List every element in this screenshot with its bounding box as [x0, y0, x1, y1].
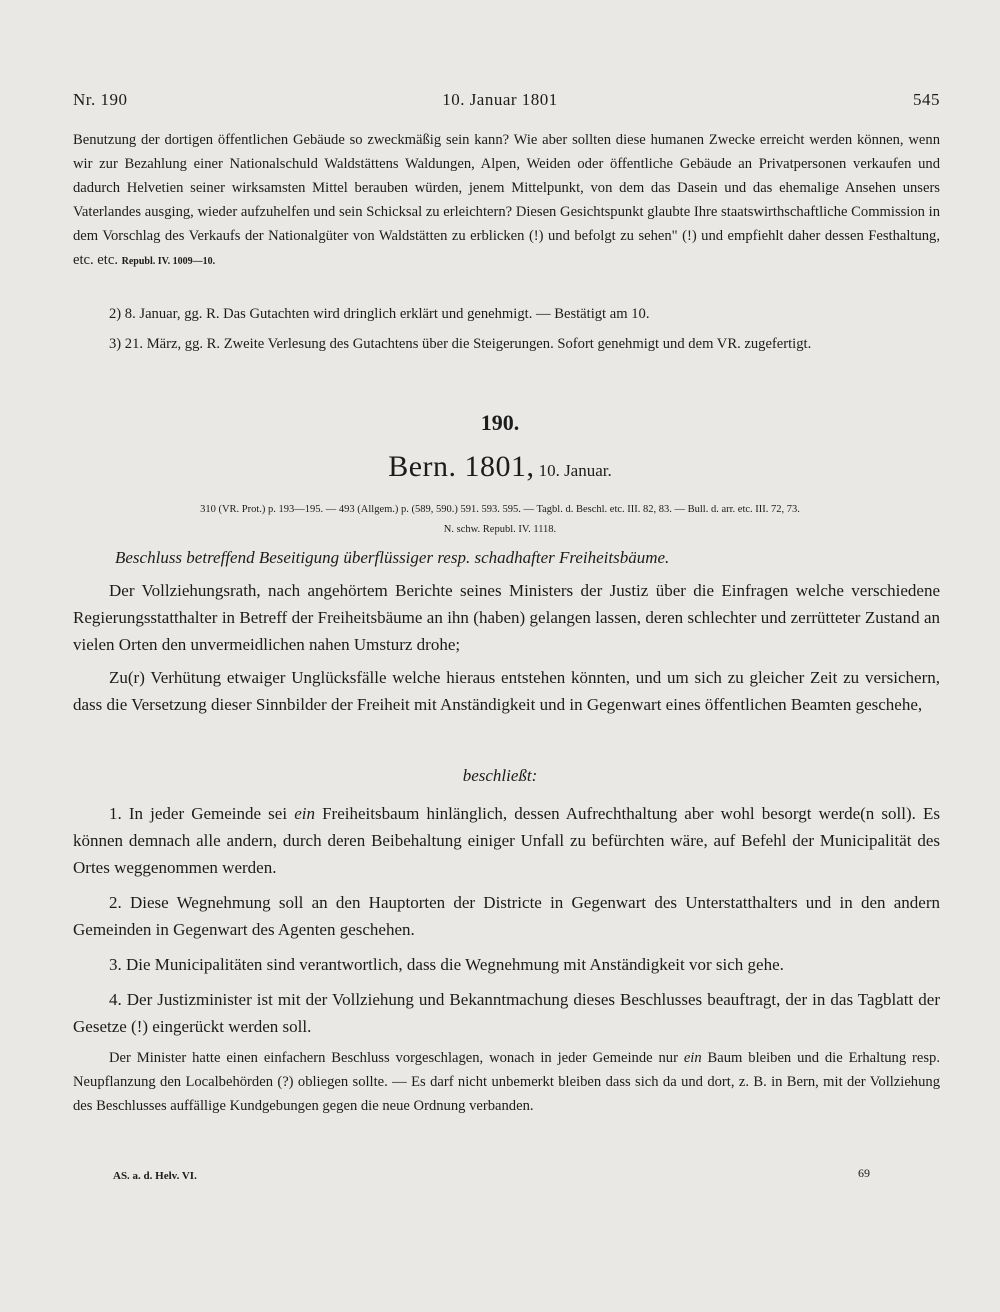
- article-1: 1. In jeder Gemeinde sei ein Freiheitsbaum hinlänglich, dessen Aufrechthaltung aber wohl besorgt werde(n soll). Es können demnach alle andern, durch deren Beibehaltung einiger Unfall zu befürchten wäre, auf Befehl der Municipalität des Ortes weggenommen werden.: [73, 804, 940, 877]
- intro-text: Benutzung der dortigen öffentlichen Gebäude so zweckmäßig sein kann? Wie aber sollten diese humanen Zwecke erreicht werden können, wenn wir zur Bezahlung einer Nationalschuld Waldstättens Waldungen, Alpen, Weiden oder öffentliche Gebäude an Privatpersonen verkaufen und dadurch Helvetien seiner wirksamsten Mittel berauben würden, jenem Mittelpunkt, von dem das Dasein und das ehemalige Ansehen unsers Vaterlandes ausging, wieder aufzuhelfen und sein Schicksal zu erleichtern? Diesen Gesichtspunkt glaubte Ihre staatswirthschaftliche Commission in dem Vorschlag des Verkaufs der Nationalgüter von Waldstätten zu erblicken (!) und befolgt zu sehen" (!) und empfiehlt daher dessen Festhaltung, etc. etc.: [73, 132, 940, 268]
- articles: [73, 800, 940, 1046]
- editorial-commentary: Der Minister hatte einen einfachern Beschluss vorgeschlagen, wonach in jeder Gemeinde nur ein Baum bleiben und die Erhaltung resp. Neupflanzung den Localbehörden (?) obliegen sollte. — Es darf nicht unbemerkt bleiben dass sich da und dort, z. B. in Bern, mit der Vollziehung des Beschlusses auffällige Kundgebungen gegen die neue Ordnung verbanden.: [73, 1050, 940, 1114]
- place-year: Bern. 1801,: [388, 450, 535, 483]
- running-header-number: Nr. 190: [73, 90, 128, 109]
- intro-reference: Republ. IV. 1009—10.: [121, 256, 216, 267]
- sources-line-2: N. schw. Republ. IV. 1118.: [443, 524, 557, 535]
- date: 10. Januar.: [538, 461, 612, 480]
- resolution-title: Beschluss betreffend Beseitigung überflüssiger resp. schadhafter Freiheitsbäume.: [115, 548, 670, 567]
- note-item: 2) 8. Januar, gg. R. Das Gutachten wird dringlich erklärt und genehmigt. — Bestätigt am 10.: [109, 306, 650, 322]
- page-number: 545: [913, 90, 940, 109]
- preamble-paragraph: Der Vollziehungsrath, nach angehörtem Berichte seines Ministers der Justiz über die Einfragen welche verschiedene Regierungsstatthalter in Betreff der Freiheitsbäume an ihn (haben) gelangen lassen, deren schlechter und zerrütteter Zustand an vielen Orten den unvermeidlichen nahen Umsturz drohe;: [73, 581, 940, 654]
- sheet-number: 69: [858, 1166, 870, 1180]
- procedural-notes: [73, 302, 940, 362]
- signature-mark: AS. a. d. Helv. VI.: [113, 1170, 197, 1182]
- preamble: [73, 577, 940, 724]
- sources-line-1: 310 (VR. Prot.) p. 193—195. — 493 (Allgem.) p. (589, 590.) 591. 593. 595. — Tagbl. d. Beschl. etc. III. 82, 83. — Bull. d. arr. etc. III. 72, 73.: [200, 504, 800, 515]
- source-references: [0, 500, 1000, 540]
- article-3: 3. Die Municipalitäten sind verantwortlich, dass die Wegnehmung mit Anständigkeit vor sich gehe.: [109, 955, 784, 974]
- resolves-heading: beschließt:: [462, 766, 538, 785]
- document-number: 190.: [480, 410, 520, 435]
- article-4: 4. Der Justizminister ist mit der Vollziehung und Bekanntmachung dieses Beschlusses beauftragt, der in das Tagblatt der Gesetze (!) eingerückt werden soll.: [73, 990, 940, 1036]
- intro-paragraph: [73, 128, 940, 274]
- running-header-date: 10. Januar 1801: [442, 90, 558, 109]
- note-item: 3) 21. März, gg. R. Zweite Verlesung des Gutachtens über die Steigerungen. Sofort genehmigt und dem VR. zugefertigt.: [109, 336, 812, 352]
- article-2: 2. Diese Wegnehmung soll an den Hauptorten der Districte in Gegenwart des Unterstatthalters und in den andern Gemeinden in Gegenwart des Agenten geschehen.: [73, 893, 940, 939]
- preamble-paragraph: Zu(r) Verhütung etwaiger Unglücksfälle welche hieraus entstehen könnten, und um sich zu gleicher Zeit zu versichern, dass die Versetzung dieser Sinnbilder der Freiheit mit Anständigkeit und in Gegenwart eines öffentlichen Beamten geschehe,: [73, 668, 940, 714]
- dateline: [0, 450, 1000, 484]
